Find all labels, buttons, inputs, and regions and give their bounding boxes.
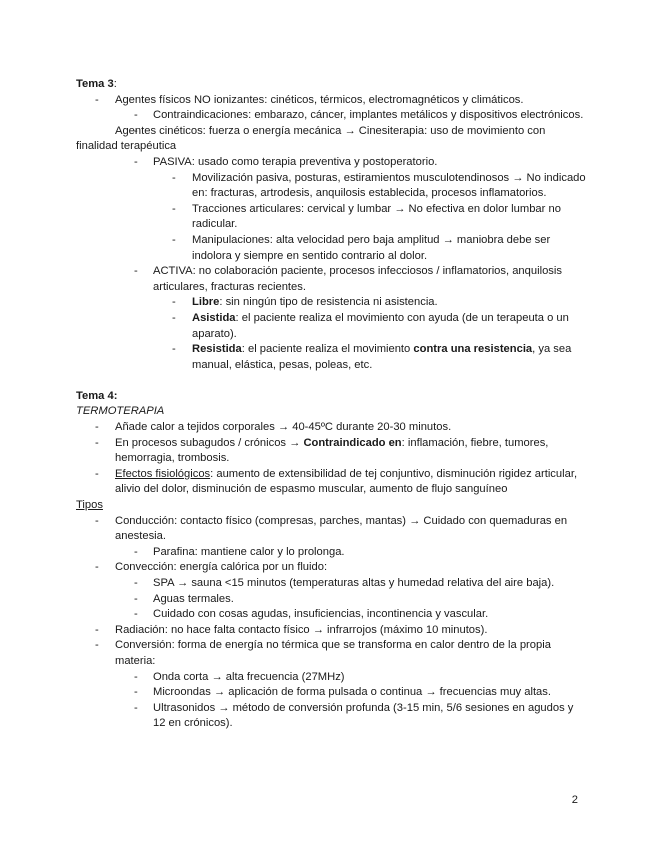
item-text: En procesos subagudos / crónicos → xyxy=(115,436,304,449)
tema3-heading xyxy=(76,77,586,93)
list-item: - Agentes físicos NO ionizantes: cinéticos, térmicos, electromagnéticos y climáticos. xyxy=(76,93,586,109)
list-item: - Ultrasonidos → método de conversión profunda (3-15 min, 5/6 sesiones en agudos y 12 en crónicos). xyxy=(76,701,586,732)
list-item xyxy=(76,342,586,373)
list-item xyxy=(76,467,586,498)
item-text: : sin ningún tipo de resistencia ni asistencia. xyxy=(219,296,438,309)
list-item xyxy=(76,295,586,311)
list-item: - Tracciones articulares: cervical y lumbar → No efectiva en dolor lumbar no radicular. xyxy=(76,202,586,233)
list-item: - Onda corta → alta frecuencia (27MHz) xyxy=(76,670,586,686)
bold-term: Libre xyxy=(192,296,220,309)
bold-term: contra una resistencia xyxy=(413,343,533,356)
item-text: : el paciente realiza el movimiento con ayuda (de un terapeuta o un aparato). xyxy=(192,311,569,340)
item-text: : aumento de extensibilidad de tej conjuntivo, disminución rigidez articular, alivio del dolor, disminución de espasmo muscular, aumento de flujo sanguíneo xyxy=(115,467,578,496)
list-item xyxy=(76,311,586,342)
tema3-colon: : xyxy=(113,78,117,90)
list-item: - Radiación: no hace falta contacto físico → infrarrojos (máximo 10 minutos). xyxy=(76,623,586,639)
document-page xyxy=(76,77,586,732)
tipos-label: Tipos xyxy=(76,499,103,512)
bold-term: Contraindicado en xyxy=(303,436,402,449)
list-item: - Conversión: forma de energía no térmica que se transforma en calor dentro de la propia materia: xyxy=(76,638,586,669)
list-item xyxy=(76,436,586,467)
list-item: - SPA → sauna <15 minutos (temperaturas altas y humedad relativa del aire baja). xyxy=(76,576,586,592)
list-item: - Parafina: mantiene calor y lo prolonga. xyxy=(76,545,586,561)
page-number: 2 xyxy=(571,794,578,806)
item-text: : inflamación, fiebre, tumores, hemorragia, trombosis. xyxy=(115,436,549,465)
list-item: - Cuidado con cosas agudas, insuficiencias, incontinencia y vascular. xyxy=(76,607,586,623)
list-item: - ACTIVA: no colaboración paciente, procesos infecciosos / inflamatorios, anquilosis articulares, fracturas recientes. xyxy=(76,264,586,295)
spacer xyxy=(76,373,586,389)
tema3-title: Tema 3 xyxy=(76,78,114,90)
bold-term: Resistida xyxy=(192,343,242,356)
list-item: - PASIVA: usado como terapia preventiva y postoperatorio. xyxy=(76,155,586,171)
list-item: - Contraindicaciones: embarazo, cáncer, implantes metálicos y dispositivos electrónicos. xyxy=(76,108,586,124)
bold-term: Asistida xyxy=(192,311,236,324)
underlined-term: Efectos fisiológicos xyxy=(115,467,211,480)
list-item: - Añade calor a tejidos corporales → 40-45ºC durante 20-30 minutos. xyxy=(76,420,586,436)
list-item: - Manipulaciones: alta velocidad pero baja amplitud → maniobra debe ser indolora y siempre en sentido contrario al dolor. xyxy=(76,233,586,264)
item-text: , ya sea manual, elástica, pesas, poleas, etc. xyxy=(192,343,572,371)
list-item: - Agentes cinéticos: fuerza o energía mecánica → Cinesiterapia: uso de movimiento con finalidad terapéutica xyxy=(76,124,586,155)
list-item: - Movilización pasiva, posturas, estiramientos musculotendinosos → No indicado en: fracturas, artrodesis, anquilosis establecida, procesos inflamatorios. xyxy=(76,171,586,202)
list-item: - Aguas termales. xyxy=(76,592,586,608)
list-item: - Microondas → aplicación de forma pulsada o continua → frecuencias muy altas. xyxy=(76,685,586,701)
list-item: - Conducción: contacto físico (compresas, parches, mantas) → Cuidado con quemaduras en anestesia. xyxy=(76,514,586,545)
tema4-title: Tema 4: xyxy=(76,389,118,402)
list-item: - Convección: energía calórica por un fluido: xyxy=(76,560,586,576)
tema4-subtitle: TERMOTERAPIA xyxy=(76,405,165,418)
item-text: : el paciente realiza el movimiento xyxy=(241,343,414,356)
